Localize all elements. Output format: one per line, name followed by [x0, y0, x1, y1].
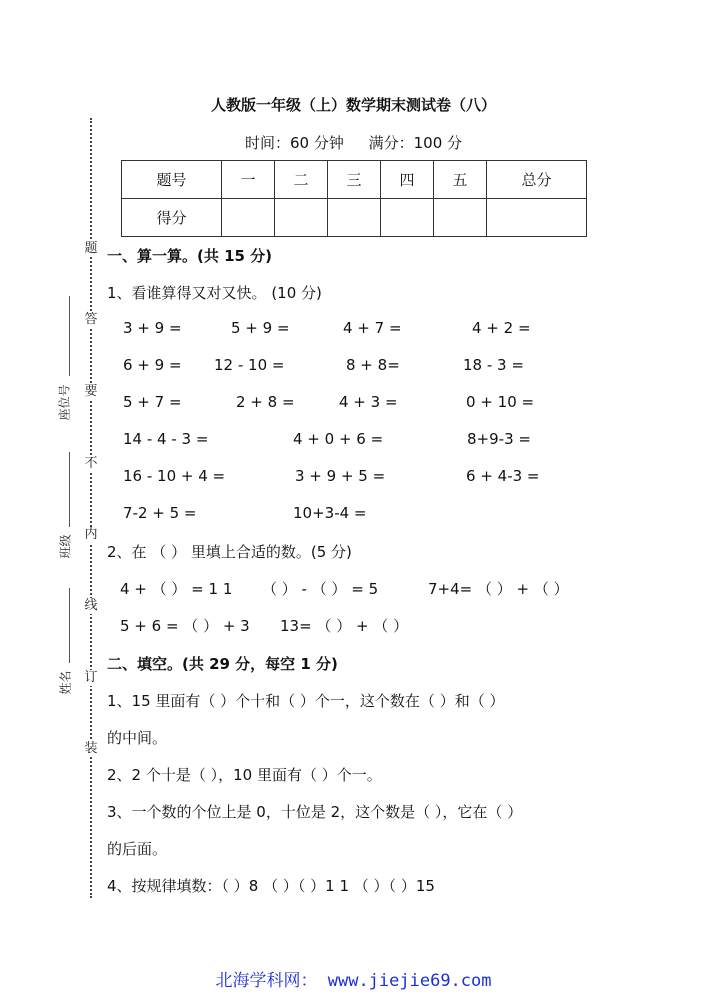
arithmetic-item: 14 - 4 - 3 =: [123, 430, 209, 448]
seat-number-line: [69, 296, 70, 376]
name-line: [69, 588, 70, 663]
binding-char: 要: [84, 384, 98, 399]
footer-url[interactable]: www.jiejie69.com: [317, 971, 492, 991]
seat-number-label: 座位号: [57, 384, 72, 421]
binding-char: 不: [84, 456, 98, 471]
score-blank-cell: [328, 199, 381, 237]
score-table-header-row: [122, 161, 587, 199]
arithmetic-item: 7-2 + 5 =: [123, 504, 197, 522]
arithmetic-item: 5 + 9 =: [231, 319, 290, 337]
fill-in-item: 5 + 6 = （ ） + 3: [120, 617, 250, 635]
arithmetic-item: 4 + 7 =: [343, 319, 402, 337]
fill-in-item: （ ） - （ ） = 5: [262, 580, 379, 598]
score-table-cell: 总分: [487, 161, 587, 199]
class-label: 班级: [58, 534, 73, 559]
arithmetic-item: 6 + 4-3 =: [466, 467, 540, 485]
arithmetic-item: 5 + 7 =: [123, 393, 182, 411]
binding-dotted-line: [90, 118, 92, 898]
section1-q2-prompt: 2、在 （ ） 里填上合适的数。(5 分): [107, 543, 352, 561]
arithmetic-item: 6 + 9 =: [123, 356, 182, 374]
score-blank-cell: [222, 199, 275, 237]
arithmetic-item: 8+9-3 =: [467, 430, 531, 448]
score-table-cell: 题号: [122, 161, 222, 199]
section2-line: 3、一个数的个位上是 0，十位是 2，这个数是（ ），它在（ ）: [107, 803, 523, 821]
arithmetic-item: 16 - 10 + 4 =: [123, 467, 226, 485]
score-table-cell: 一: [222, 161, 275, 199]
arithmetic-item: 3 + 9 + 5 =: [295, 467, 386, 485]
arithmetic-item: 2 + 8 =: [236, 393, 295, 411]
class-line: [69, 452, 70, 527]
fill-in-item: 4 + （ ） = 1 1: [120, 580, 233, 598]
score-table-cell: 二: [275, 161, 328, 199]
exam-subtitle: [0, 132, 707, 153]
score-table-cell: 三: [328, 161, 381, 199]
arithmetic-item: 3 + 9 =: [123, 319, 182, 337]
arithmetic-item: 4 + 2 =: [472, 319, 531, 337]
arithmetic-item: 0 + 10 =: [466, 393, 535, 411]
binding-char: 题: [84, 241, 98, 256]
score-blank-cell: [434, 199, 487, 237]
arithmetic-item: 4 + 3 =: [339, 393, 398, 411]
score-table-cell: 得分: [122, 199, 222, 237]
section2-line: 1、15 里面有（ ）个十和（ ）个一，这个数在（ ）和（ ）: [107, 692, 505, 710]
name-label: 姓名: [58, 670, 73, 695]
arithmetic-item: 18 - 3 =: [463, 356, 524, 374]
section2-line: 的后面。: [107, 840, 168, 858]
arithmetic-item: 4 + 0 + 6 =: [293, 430, 384, 448]
score-table-cell: 五: [434, 161, 487, 199]
score-blank-cell: [487, 199, 587, 237]
binding-char: 装: [84, 741, 98, 756]
section1-q1-prompt: 1、看谁算得又对又快。 (10 分): [107, 284, 322, 302]
binding-char: 线: [84, 598, 98, 613]
section1-heading: 一、算一算。(共 15 分): [107, 247, 273, 265]
footer-site-name: 北海学科网：: [215, 971, 318, 991]
exam-title: 人教版一年级（上）数学期末测试卷（八）: [210, 96, 496, 114]
section2-line: 4、按规律填数：（ ）8 （ ）（ ）1 1 （ ）（ ）15: [107, 877, 435, 895]
score-table: [121, 160, 587, 237]
arithmetic-item: 8 + 8=: [346, 356, 400, 374]
binding-char: 答: [84, 312, 98, 327]
score-blank-cell: [275, 199, 328, 237]
exam-time: 时间：60 分钟: [244, 134, 344, 152]
binding-char: 内: [84, 527, 98, 542]
section2-line: 2、2 个十是（ ），10 里面有（ ）个一。: [107, 766, 382, 784]
exam-full-score: 满分：100 分: [368, 134, 463, 152]
arithmetic-item: 10+3-4 =: [293, 504, 367, 522]
fill-in-item: 13= （ ） + （ ）: [280, 617, 409, 635]
fill-in-item: 7+4= （ ） + （ ）: [428, 580, 569, 598]
score-table-score-row: [122, 199, 587, 237]
arithmetic-item: 12 - 10 =: [214, 356, 285, 374]
section2-heading: 二、填空。(共 29 分，每空 1 分): [107, 655, 338, 673]
footer-watermark: [0, 966, 707, 991]
score-table-cell: 四: [381, 161, 434, 199]
binding-char: 订: [84, 670, 98, 685]
score-blank-cell: [381, 199, 434, 237]
section2-line: 的中间。: [107, 729, 168, 747]
